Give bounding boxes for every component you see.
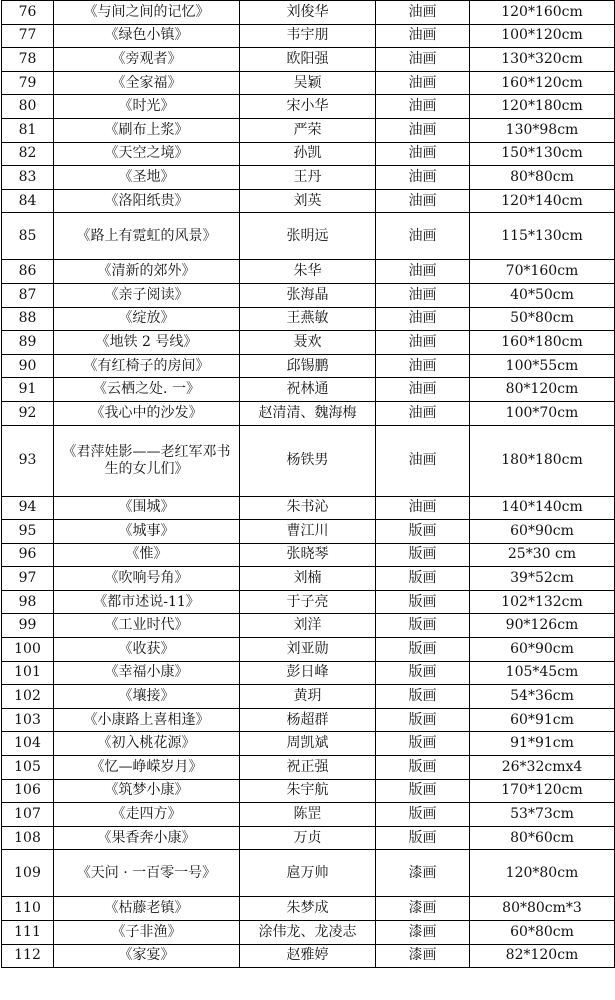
- artwork-medium: 油画: [376, 95, 470, 119]
- artwork-title: 《筑梦小康》: [54, 779, 240, 803]
- artwork-medium: 油画: [376, 142, 470, 166]
- artwork-medium: 版画: [376, 661, 470, 685]
- row-number: 86: [2, 260, 54, 284]
- artwork-medium: 油画: [376, 425, 470, 496]
- row-number: 90: [2, 354, 54, 378]
- artwork-title: 《初入桃花源》: [54, 732, 240, 756]
- artwork-size: 120*180cm: [470, 95, 615, 119]
- artwork-medium: 版画: [376, 779, 470, 803]
- artwork-title: 《幸福小康》: [54, 661, 240, 685]
- row-number: 97: [2, 567, 54, 591]
- artist-name: 陈罡: [240, 803, 376, 827]
- artwork-title: 《走四方》: [54, 803, 240, 827]
- artwork-size: 25*30 cm: [470, 543, 615, 567]
- table-row: [2, 543, 615, 567]
- artist-name: 张晓琴: [240, 543, 376, 567]
- artist-name: 祝林通: [240, 378, 376, 402]
- artwork-size: 170*120cm: [470, 779, 615, 803]
- artwork-medium: 版画: [376, 614, 470, 638]
- artist-name: 彭日峰: [240, 661, 376, 685]
- artist-name: 朱宇航: [240, 779, 376, 803]
- artwork-table: [1, 0, 615, 968]
- table-row: [2, 354, 615, 378]
- artwork-size: 60*90cm: [470, 638, 615, 662]
- artwork-size: 105*45cm: [470, 661, 615, 685]
- artwork-size: 80*80cm: [470, 166, 615, 190]
- artwork-table-body: [2, 1, 615, 968]
- artist-name: 宋小华: [240, 95, 376, 119]
- row-number: 102: [2, 685, 54, 709]
- artist-name: 欧阳强: [240, 48, 376, 72]
- artwork-size: 130*320cm: [470, 48, 615, 72]
- row-number: 84: [2, 189, 54, 213]
- artwork-title: 《君萍娃影——老红军邓书生的女儿们》: [54, 425, 240, 496]
- row-number: 99: [2, 614, 54, 638]
- row-number: 80: [2, 95, 54, 119]
- artwork-medium: 油画: [376, 166, 470, 190]
- artwork-size: 70*160cm: [470, 260, 615, 284]
- artist-name: 刘英: [240, 189, 376, 213]
- table-row: [2, 590, 615, 614]
- artist-name: 朱梦成: [240, 897, 376, 921]
- artwork-title: 《壤接》: [54, 685, 240, 709]
- artwork-size: 120*80cm: [470, 850, 615, 897]
- artwork-title: 《小康路上喜相逢》: [54, 708, 240, 732]
- table-row: [2, 661, 615, 685]
- artwork-medium: 版画: [376, 685, 470, 709]
- artwork-title: 《亲子阅读》: [54, 283, 240, 307]
- artwork-size: 100*70cm: [470, 401, 615, 425]
- table-row: [2, 24, 615, 48]
- row-number: 106: [2, 779, 54, 803]
- artwork-medium: 油画: [376, 24, 470, 48]
- artist-name: 张明远: [240, 213, 376, 260]
- artwork-size: 90*126cm: [470, 614, 615, 638]
- table-row: [2, 95, 615, 119]
- artist-name: 周凯斌: [240, 732, 376, 756]
- table-row: [2, 826, 615, 850]
- artwork-size: 120*160cm: [470, 1, 615, 25]
- artwork-title: 《天问 · 一百零一号》: [54, 850, 240, 897]
- artist-name: 于子亮: [240, 590, 376, 614]
- artwork-size: 53*73cm: [470, 803, 615, 827]
- artwork-title: 《绽放》: [54, 307, 240, 331]
- artwork-title: 《刷布上浆》: [54, 118, 240, 142]
- artwork-title: 《都市述说-11》: [54, 590, 240, 614]
- artist-name: 赵雅婷: [240, 944, 376, 968]
- table-row: [2, 520, 615, 544]
- artist-name: 黄玥: [240, 685, 376, 709]
- row-number: 109: [2, 850, 54, 897]
- artwork-medium: 油画: [376, 189, 470, 213]
- table-row: [2, 166, 615, 190]
- artwork-title: 《洛阳纸贵》: [54, 189, 240, 213]
- row-number: 110: [2, 897, 54, 921]
- artwork-medium: 漆画: [376, 897, 470, 921]
- row-number: 112: [2, 944, 54, 968]
- artwork-title: 《与间之间的记忆》: [54, 1, 240, 25]
- artwork-medium: 油画: [376, 307, 470, 331]
- row-number: 76: [2, 1, 54, 25]
- artwork-size: 50*80cm: [470, 307, 615, 331]
- table-row: [2, 803, 615, 827]
- row-number: 83: [2, 166, 54, 190]
- table-row: [2, 638, 615, 662]
- artwork-size: 26*32cmx4: [470, 756, 615, 780]
- row-number: 93: [2, 425, 54, 496]
- table-row: [2, 921, 615, 945]
- artist-name: 朱书沁: [240, 496, 376, 520]
- table-row: [2, 401, 615, 425]
- artwork-medium: 版画: [376, 732, 470, 756]
- artwork-title: 《有红椅子的房间》: [54, 354, 240, 378]
- artwork-medium: 油画: [376, 260, 470, 284]
- artist-name: 王燕敏: [240, 307, 376, 331]
- artwork-title: 《工业时代》: [54, 614, 240, 638]
- table-row: [2, 850, 615, 897]
- artwork-title: 《子非渔》: [54, 921, 240, 945]
- table-row: [2, 567, 615, 591]
- artist-name: 邱锡鹏: [240, 354, 376, 378]
- artwork-title: 《全家福》: [54, 71, 240, 95]
- artwork-title: 《惟》: [54, 543, 240, 567]
- row-number: 111: [2, 921, 54, 945]
- artwork-medium: 版画: [376, 590, 470, 614]
- artwork-size: 91*91cm: [470, 732, 615, 756]
- artwork-size: 60*90cm: [470, 520, 615, 544]
- table-row: [2, 118, 615, 142]
- artwork-size: 54*36cm: [470, 685, 615, 709]
- artist-name: 万贞: [240, 826, 376, 850]
- artwork-medium: 油画: [376, 118, 470, 142]
- artist-name: 赵清清、魏海梅: [240, 401, 376, 425]
- artist-name: 杨超群: [240, 708, 376, 732]
- table-row: [2, 71, 615, 95]
- artwork-size: 39*52cm: [470, 567, 615, 591]
- artwork-medium: 油画: [376, 331, 470, 355]
- artwork-medium: 油画: [376, 354, 470, 378]
- artist-name: 吴颖: [240, 71, 376, 95]
- row-number: 85: [2, 213, 54, 260]
- artist-name: 张海晶: [240, 283, 376, 307]
- artwork-medium: 油画: [376, 496, 470, 520]
- artwork-medium: 版画: [376, 756, 470, 780]
- artwork-medium: 漆画: [376, 921, 470, 945]
- table-row: [2, 189, 615, 213]
- artist-name: 刘楠: [240, 567, 376, 591]
- table-row: [2, 378, 615, 402]
- artwork-medium: 油画: [376, 71, 470, 95]
- table-row: [2, 944, 615, 968]
- artist-name: 孙凯: [240, 142, 376, 166]
- artwork-title: 《天空之境》: [54, 142, 240, 166]
- artwork-title: 《旁观者》: [54, 48, 240, 72]
- row-number: 87: [2, 283, 54, 307]
- artwork-size: 80*60cm: [470, 826, 615, 850]
- artwork-medium: 版画: [376, 826, 470, 850]
- artwork-title: 《家宴》: [54, 944, 240, 968]
- table-row: [2, 614, 615, 638]
- artwork-title: 《围城》: [54, 496, 240, 520]
- table-row: [2, 283, 615, 307]
- artwork-medium: 油画: [376, 401, 470, 425]
- artwork-medium: 版画: [376, 520, 470, 544]
- artwork-title: 《忆—峥嵘岁月》: [54, 756, 240, 780]
- artwork-title: 《果香奔小康》: [54, 826, 240, 850]
- artwork-size: 80*120cm: [470, 378, 615, 402]
- artwork-title: 《圣地》: [54, 166, 240, 190]
- artwork-title: 《清新的郊外》: [54, 260, 240, 284]
- table-row: [2, 48, 615, 72]
- artwork-title: 《地铁 2 号线》: [54, 331, 240, 355]
- artist-name: 刘俊华: [240, 1, 376, 25]
- table-row: [2, 1, 615, 25]
- artwork-size: 160*120cm: [470, 71, 615, 95]
- artwork-medium: 版画: [376, 708, 470, 732]
- artist-name: 涂伟龙、龙凌志: [240, 921, 376, 945]
- row-number: 82: [2, 142, 54, 166]
- artwork-size: 180*180cm: [470, 425, 615, 496]
- table-row: [2, 756, 615, 780]
- table-row: [2, 213, 615, 260]
- table-row: [2, 142, 615, 166]
- row-number: 103: [2, 708, 54, 732]
- row-number: 92: [2, 401, 54, 425]
- artwork-medium: 版画: [376, 638, 470, 662]
- artwork-size: 82*120cm: [470, 944, 615, 968]
- artist-name: 聂欢: [240, 331, 376, 355]
- row-number: 101: [2, 661, 54, 685]
- artwork-title: 《枯藤老镇》: [54, 897, 240, 921]
- artwork-medium: 油画: [376, 378, 470, 402]
- artwork-title: 《我心中的沙发》: [54, 401, 240, 425]
- table-row: [2, 425, 615, 496]
- row-number: 91: [2, 378, 54, 402]
- artwork-size: 102*132cm: [470, 590, 615, 614]
- artwork-title: 《路上有霓虹的风景》: [54, 213, 240, 260]
- row-number: 100: [2, 638, 54, 662]
- artwork-medium: 版画: [376, 543, 470, 567]
- row-number: 98: [2, 590, 54, 614]
- artwork-medium: 版画: [376, 567, 470, 591]
- artwork-size: 150*130cm: [470, 142, 615, 166]
- artist-name: 朱华: [240, 260, 376, 284]
- artwork-medium: 油画: [376, 48, 470, 72]
- artwork-size: 140*140cm: [470, 496, 615, 520]
- artwork-title: 《城事》: [54, 520, 240, 544]
- artwork-medium: 油画: [376, 1, 470, 25]
- artwork-title: 《吹响号角》: [54, 567, 240, 591]
- artist-name: 杨铁男: [240, 425, 376, 496]
- row-number: 78: [2, 48, 54, 72]
- artwork-size: 120*140cm: [470, 189, 615, 213]
- row-number: 108: [2, 826, 54, 850]
- artwork-title: 《收获》: [54, 638, 240, 662]
- artwork-title: 《绿色小镇》: [54, 24, 240, 48]
- artwork-size: 160*180cm: [470, 331, 615, 355]
- row-number: 96: [2, 543, 54, 567]
- row-number: 105: [2, 756, 54, 780]
- table-row: [2, 307, 615, 331]
- artwork-medium: 漆画: [376, 944, 470, 968]
- artwork-size: 100*55cm: [470, 354, 615, 378]
- table-row: [2, 779, 615, 803]
- artist-name: 刘洋: [240, 614, 376, 638]
- artwork-title: 《云栖之处. 一》: [54, 378, 240, 402]
- artwork-medium: 版画: [376, 803, 470, 827]
- row-number: 77: [2, 24, 54, 48]
- artist-name: 王丹: [240, 166, 376, 190]
- table-row: [2, 732, 615, 756]
- artwork-size: 60*80cm: [470, 921, 615, 945]
- artwork-size: 40*50cm: [470, 283, 615, 307]
- row-number: 81: [2, 118, 54, 142]
- row-number: 88: [2, 307, 54, 331]
- table-row: [2, 331, 615, 355]
- artwork-title: 《时光》: [54, 95, 240, 119]
- artwork-medium: 油画: [376, 283, 470, 307]
- artist-name: 韦宇朋: [240, 24, 376, 48]
- row-number: 95: [2, 520, 54, 544]
- table-row: [2, 897, 615, 921]
- artwork-medium: 油画: [376, 213, 470, 260]
- artwork-size: 60*91cm: [470, 708, 615, 732]
- artwork-size: 130*98cm: [470, 118, 615, 142]
- artwork-medium: 漆画: [376, 850, 470, 897]
- row-number: 107: [2, 803, 54, 827]
- row-number: 79: [2, 71, 54, 95]
- artwork-size: 80*80cm*3: [470, 897, 615, 921]
- artist-name: 曹江川: [240, 520, 376, 544]
- row-number: 104: [2, 732, 54, 756]
- table-row: [2, 708, 615, 732]
- artwork-size: 115*130cm: [470, 213, 615, 260]
- artwork-size: 100*120cm: [470, 24, 615, 48]
- artist-name: 祝正强: [240, 756, 376, 780]
- artist-name: 刘亚勋: [240, 638, 376, 662]
- artist-name: 扈万帅: [240, 850, 376, 897]
- row-number: 94: [2, 496, 54, 520]
- row-number: 89: [2, 331, 54, 355]
- table-row: [2, 496, 615, 520]
- table-row: [2, 260, 615, 284]
- table-row: [2, 685, 615, 709]
- artist-name: 严荣: [240, 118, 376, 142]
